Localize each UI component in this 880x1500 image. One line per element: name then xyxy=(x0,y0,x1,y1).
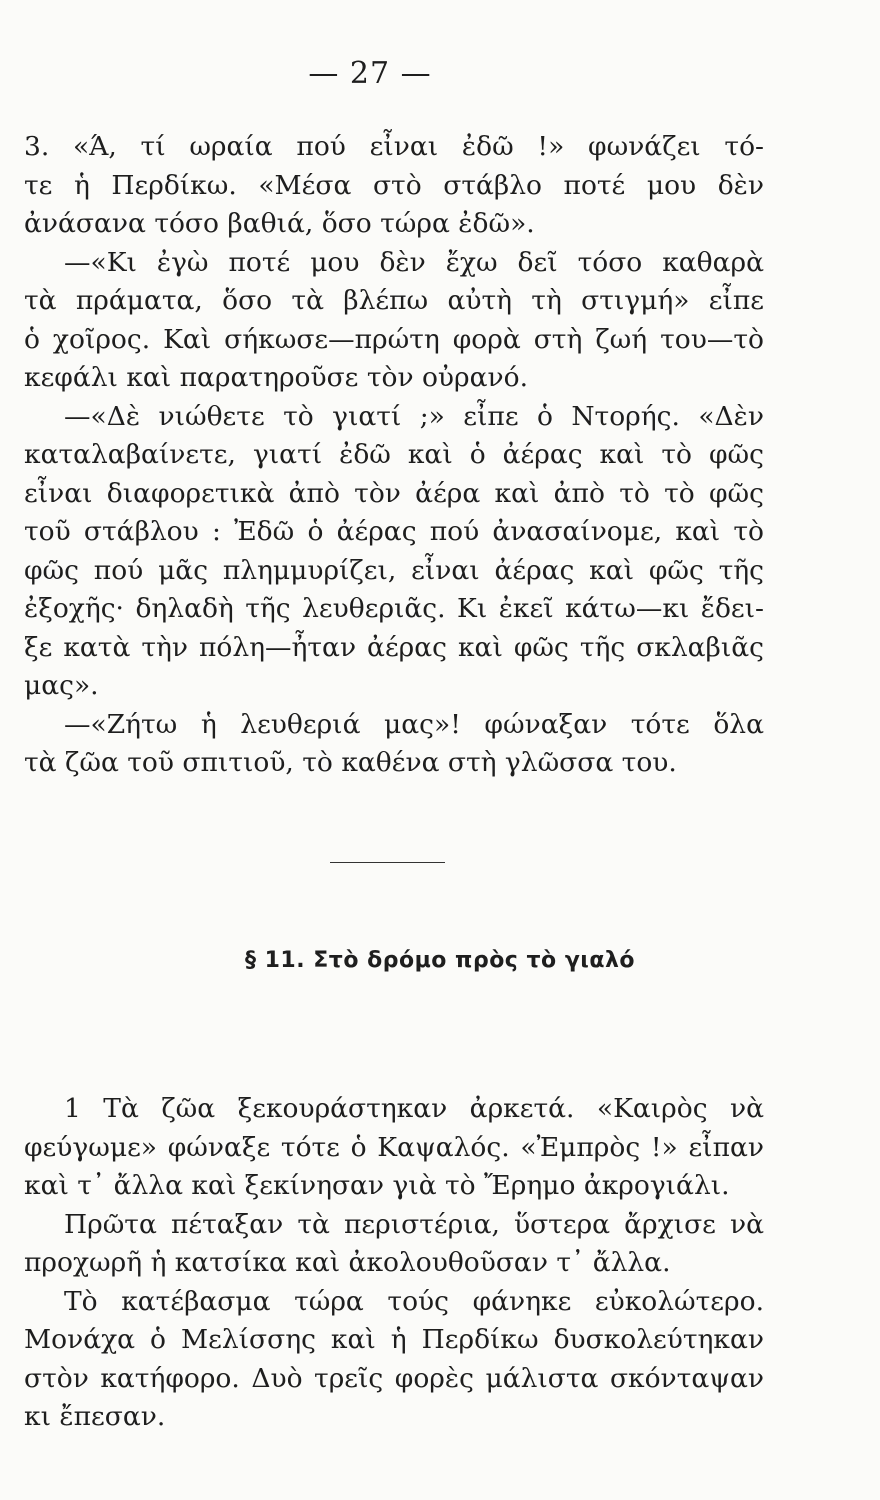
text-line: φῶς πού μᾶς πλημμυρίζει, εἶναι ἀέρας καὶ φῶς τῆς xyxy=(24,554,764,586)
text-line: ὁ χοῖρος. Καὶ σήκωσε—πρώτη φορὰ στὴ ζωή του—τὸ xyxy=(24,323,764,355)
text-line: τοῦ στάβλου : Ἐδῶ ὁ ἀέρας πού ἀνασαίνομε, καὶ τὸ xyxy=(24,516,764,547)
text-line: τὰ πράματα, ὅσο τὰ βλέπω αὐτὴ τὴ στιγμή» εἶπε xyxy=(24,285,764,316)
text-line: 3. «Ά, τί ωραία πού εἶναι ἐδῶ !» φωνάζει τό- xyxy=(24,131,764,162)
text-line: —«Δὲ νιώθετε τὸ γιατί ;» εἶπε ὁ Ντορής. «Δὲν xyxy=(64,400,764,432)
text-line: ἀνάσανα τόσο βαθιά, ὅσο τώρα ἐδῶ». xyxy=(24,208,535,239)
text-line: μας». xyxy=(24,670,99,701)
text-line: κι ἔπεσαν. xyxy=(24,1401,166,1432)
text-line: 1 Τὰ ζῶα ξεκουράστηκαν ἀρκετά. «Καιρὸς νὰ xyxy=(64,1093,764,1124)
text-line: τε ἡ Περδίκω. «Μέσα στὸ στάβλο ποτέ μου δὲν xyxy=(24,169,764,201)
text-line: Τὸ κατέβασμα τώρα τούς φάνηκε εὐκολώτερο. xyxy=(64,1285,764,1317)
text-line: εἶναι διαφορετικὰ ἀπὸ τὸν ἀέρα καὶ ἀπὸ τὸ τὸ φῶς xyxy=(24,477,764,509)
text-block-bottom xyxy=(24,1090,764,1437)
text-line: —«Ζήτω ἡ λευθεριά μας»! φώναξαν τότε ὅλα xyxy=(64,708,764,740)
text-line: Πρῶτα πέταξαν τὰ περιστέρια, ὕστερα ἄρχισε νὰ xyxy=(64,1208,764,1240)
text-line: —«Κι ἐγὼ ποτέ μου δὲν ἔχω δεῖ τόσο καθαρὰ xyxy=(64,246,764,278)
section-divider xyxy=(330,862,445,863)
text-line: ξε κατὰ τὴν πόλη—ἦταν ἀέρας καὶ φῶς τῆς σκλαβιᾶς xyxy=(24,631,764,663)
section-heading: § 11. Στὸ δρόμο πρὸς τὸ γιαλό xyxy=(244,948,636,973)
page-number: — 27 — xyxy=(308,56,432,91)
text-line: προχωρῆ ἡ κατσίκα καὶ ἀκολουθοῦσαν τ᾿ ἄλλα. xyxy=(24,1247,671,1278)
text-line: ἐξοχῆς· δηλαδὴ τῆς λευθεριᾶς. Κι ἐκεῖ κάτω—κι ἔδει- xyxy=(24,593,764,624)
text-line: καὶ τ᾿ ἄλλα καὶ ξεκίνησαν γιὰ τὸ Ἔρημο ἀκρογιάλι. xyxy=(24,1170,730,1201)
text-line: φεύγωμε» φώναξε τότε ὁ Καψαλός. «Ἐμπρὸς !» εἶπαν xyxy=(24,1131,764,1163)
text-line: τὰ ζῶα τοῦ σπιτιοῦ, τὸ καθένα στὴ γλῶσσα του. xyxy=(24,747,677,778)
text-block-top xyxy=(24,128,764,783)
text-line: κεφάλι καὶ παρατηροῦσε τὸν οὐρανό. xyxy=(24,362,529,393)
text-line: Μονάχα ὁ Μελίσσης καὶ ἡ Περδίκω δυσκολεύτηκαν xyxy=(24,1324,764,1355)
text-line: στὸν κατήφορο. Δυὸ τρεῖς φορὲς μάλιστα σκόνταψαν xyxy=(24,1362,764,1394)
text-line: καταλαβαίνετε, γιατί ἐδῶ καὶ ὁ ἀέρας καὶ τὸ φῶς xyxy=(24,439,764,470)
